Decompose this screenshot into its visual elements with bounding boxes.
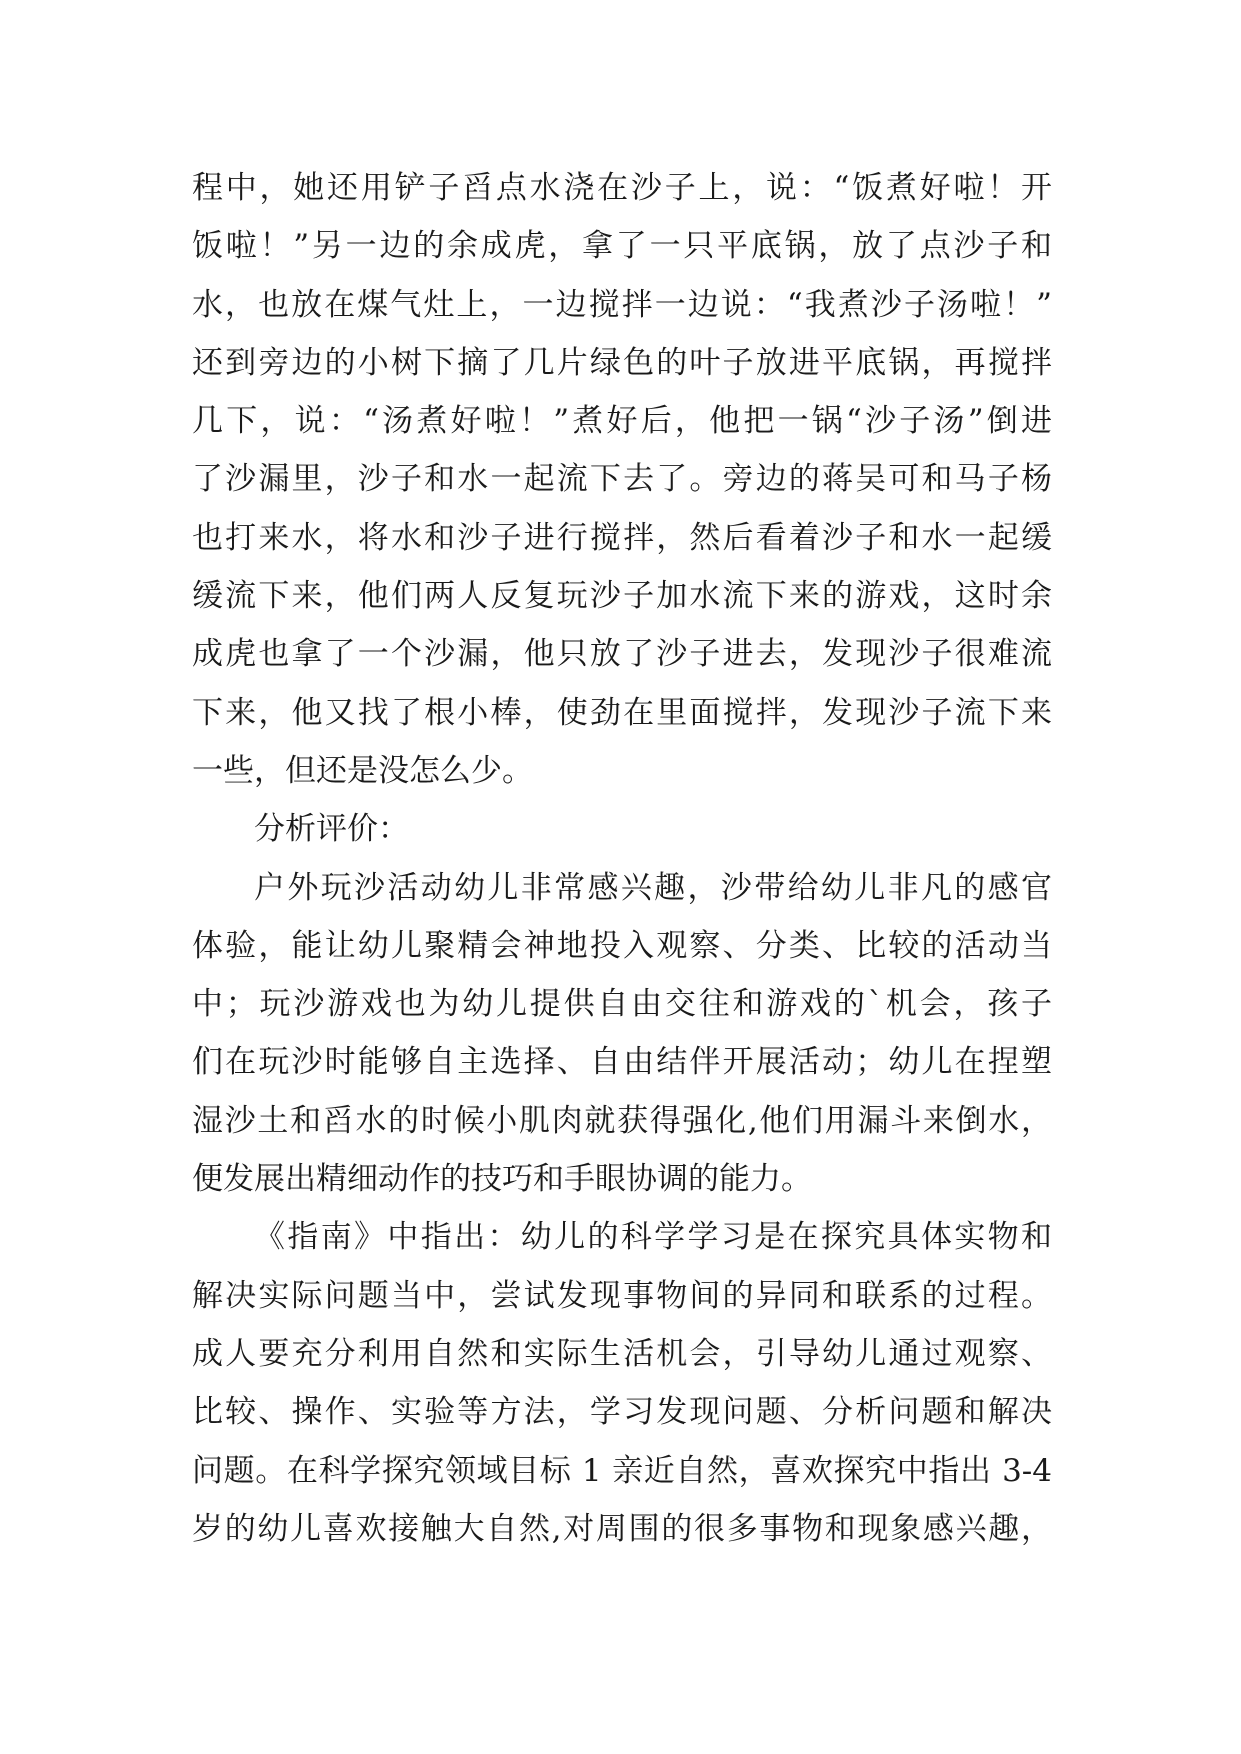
text-line: 一些，但还是没怎么少。 [192,752,533,789]
text-line: 们在玩沙时能够自主选择、自由结伴开展活动；幼儿在捏塑 [192,1044,1052,1081]
text-line: 解决实际问题当中，尝试发现事物间的异同和联系的过程。 [192,1277,1052,1314]
text-line: 成虎也拿了一个沙漏，他只放了沙子进去，发现沙子很难流 [192,636,1052,673]
text-line: 几下，说：“汤煮好啦！”煮好后，他把一锅“沙子汤”倒进 [192,403,1052,440]
paragraph-analysis [192,859,1052,1209]
text-line: 下来，他又找了根小棒，使劲在里面搅拌，发现沙子流下来 [192,694,1052,731]
section-heading: 分析评价： [254,811,409,848]
text-line: 问题。在科学探究领域目标 1 亲近自然，喜欢探究中指出 3-4 [192,1452,1052,1489]
text-line: 缓流下来，他们两人反复玩沙子加水流下来的游戏，这时余 [192,578,1052,615]
text-line: 也打来水，将水和沙子进行搅拌，然后看着沙子和水一起缓 [192,519,1052,556]
text-line: 体验，能让幼儿聚精会神地投入观察、分类、比较的活动当 [192,927,1052,964]
paragraph-guide [192,1208,1052,1558]
text-line: 还到旁边的小树下摘了几片绿色的叶子放进平底锅，再搅拌 [192,344,1052,381]
paragraph-observation [192,159,1052,800]
text-line: 便发展出精细动作的技巧和手眼协调的能力。 [192,1161,812,1198]
text-line: 中；玩沙游戏也为幼儿提供自由交往和游戏的`机会，孩子 [192,986,1052,1023]
text-line: 岁的幼儿喜欢接触大自然,对周围的很多事物和现象感兴趣， [192,1510,1052,1547]
document-body [192,159,1052,1558]
text-line: 湿沙土和舀水的时候小肌肉就获得强化,他们用漏斗来倒水， [192,1102,1052,1139]
text-line: 成人要充分利用自然和实际生活机会，引导幼儿通过观察、 [192,1335,1052,1372]
text-line: 比较、操作、实验等方法，学习发现问题、分析问题和解决 [192,1394,1052,1431]
text-line: 户外玩沙活动幼儿非常感兴趣，沙带给幼儿非凡的感官 [254,869,1052,906]
text-line: 水，也放在煤气灶上，一边搅拌一边说：“我煮沙子汤啦！” [192,286,1052,323]
text-line: 程中，她还用铲子舀点水浇在沙子上，说：“饭煮好啦！开 [192,170,1052,206]
text-line: 了沙漏里，沙子和水一起流下去了。旁边的蒋吴可和马子杨 [192,461,1052,498]
text-line: 饭啦！”另一边的余成虎，拿了一只平底锅，放了点沙子和 [192,228,1052,265]
text-line: 《指南》中指出：幼儿的科学学习是在探究具体实物和 [254,1219,1052,1256]
